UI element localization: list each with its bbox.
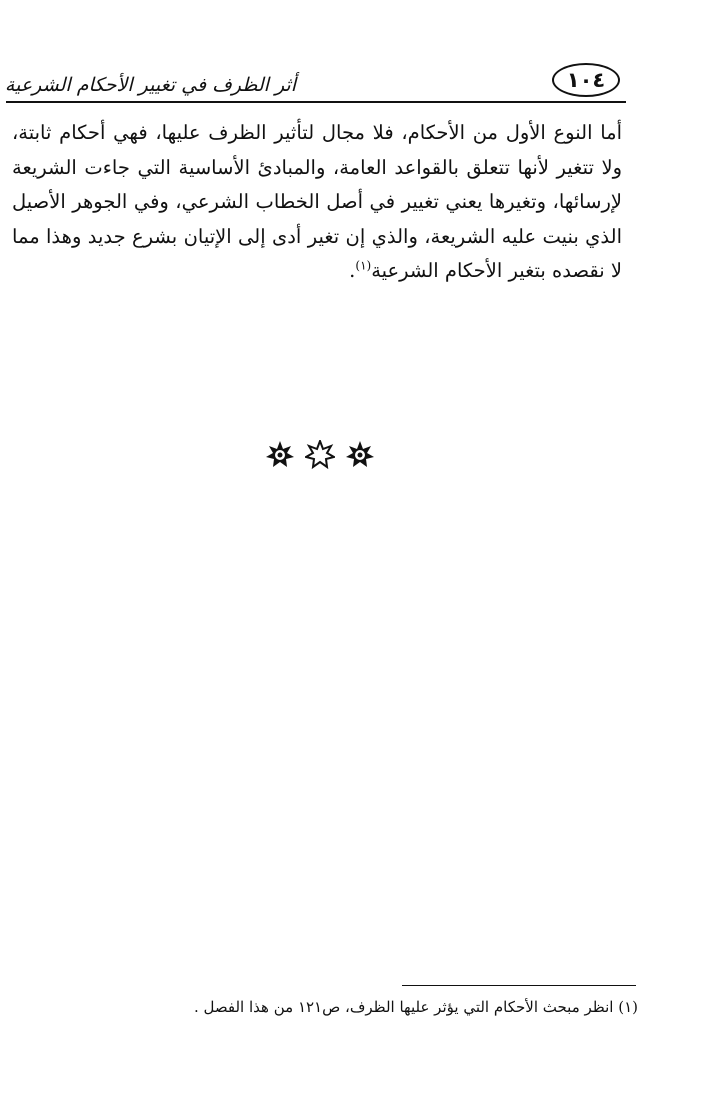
running-title: أثر الظرف في تغيير الأحكام الشرعية (4, 74, 296, 96)
main-text (12, 116, 622, 289)
paragraph-text: أما النوع الأول من الأحكام، فلا مجال لتأثير الظرف عليها، فهي أحكام ثابتة، ولا تتغير لأنها تتعلق بالقواعد العامة، والمبادئ الأساسية التي جاءت الشريعة لإرسائها، وتغيرها يعني تغيير في أصل الخطاب الشرعي، وفي الجوهر الأصيل الذي بنيت عليه الشريعة، والذي إن تغير أدى إلى الإتيان بشرع جديد وهذا مما لا نقصده بتغير الأحكام الشرعية (12, 121, 622, 282)
footnote (150, 998, 638, 1016)
section-ornament (265, 440, 375, 474)
header-divider (6, 101, 626, 103)
star-flower-icon (265, 440, 295, 474)
page-number: ١٠٤ (566, 68, 606, 92)
star-outline-icon (305, 440, 335, 474)
body-paragraph (12, 116, 622, 289)
paragraph-end: . (349, 259, 356, 282)
page-number-badge (552, 63, 620, 97)
page-header (6, 60, 626, 104)
footnote-divider (402, 985, 636, 986)
star-flower-icon (345, 440, 375, 474)
footnote-marker: (١) (618, 998, 638, 1016)
footnote-reference[interactable]: (١) (355, 258, 372, 273)
footnote-text: انظر مبحث الأحكام التي يؤثر عليها الظرف، ص١٢١ من هذا الفصل . (193, 998, 614, 1016)
